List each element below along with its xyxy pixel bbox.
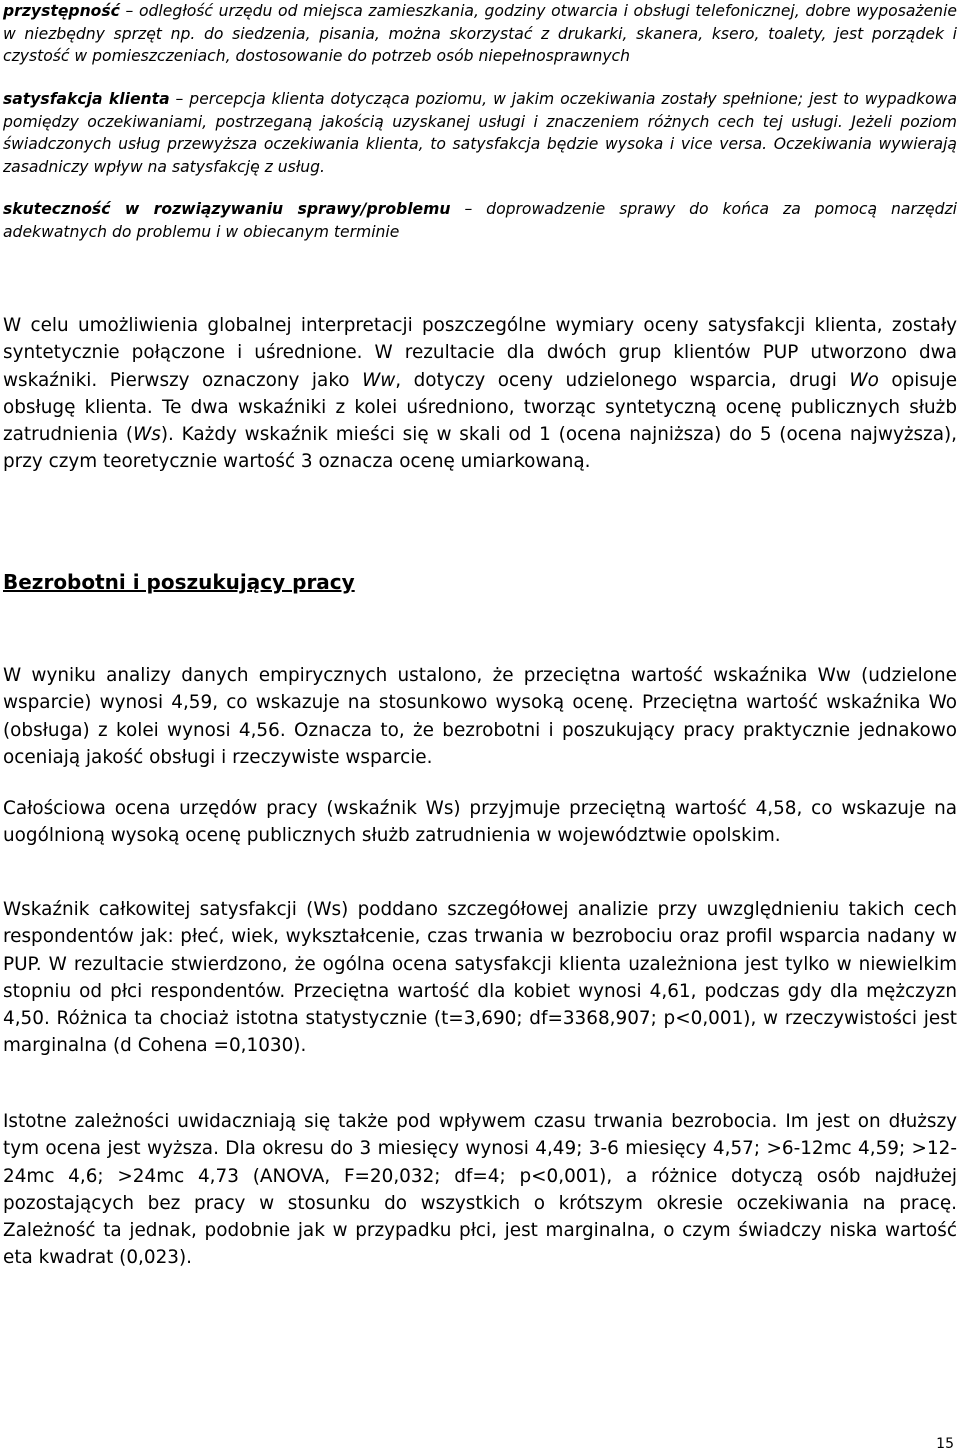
definition-przystepnosc [3, 0, 957, 68]
section-heading: Bezrobotni i poszukujący pracy [3, 570, 355, 594]
definition-text: – odległość urzędu od miejsca zamieszkania, godziny otwarcia i obsługi telefonicznej, dobre wyposażenie w niezbędny sprzęt np. do siedzenia, pisania, można skorzystać z drukarki, skanera, ksero, toalety, jest porządek i czystość w pomieszczeniach, dostosowanie do potrzeb osób niepełnosprawnych [3, 2, 957, 66]
text-run: ). Każdy wskaźnik mieści się w skali od 1 (ocena najniższa) do 5 (ocena najwyższa), przy czym teoretycznie wartość 3 oznacza ocenę umiarkowaną. [3, 424, 958, 473]
definition-term: satysfakcja klienta [3, 90, 170, 108]
page-number: 15 [936, 1436, 954, 1452]
paragraph-indicators [3, 312, 957, 476]
indicator-wo: Wo [849, 369, 879, 391]
text-run: W celu umożliwienia globalnej interpretacji poszczególne wymiary oceny satysfakcji klienta, zostały syntetycznie połączone i uśrednione. W rezultacie dla dwóch grup klientów PUP utworzono dwa wskaźniki. Pierwszy oznaczony jako [3, 315, 957, 391]
text-run: , dotyczy oceny udzielonego wsparcia, drugi [395, 369, 850, 391]
paragraph-gender: Wskaźnik całkowitej satysfakcji (Ws) poddano szczegółowej analizie przy uwzględnieniu takich cech respondentów jak: płeć, wiek, wykształcenie, czas trwania w bezrobociu oraz profil wsparcia nadany w PUP. W rezultacie stwierdzono, że ogólna ocena satysfakcji klienta uzależniona jest tylko w niewielkim stopniu od płci respondentów. Przeciętna wartość dla kobiet wynosi 4,61, podczas gdy dla mężczyzn 4,50. Różnica ta chociaż istotna statystycznie (t=3,690; df=3368,907; p<0,001), w rzeczywistości jest marginalna (d Cohena =0,1030). [3, 899, 957, 1057]
definition-text: – doprowadzenie sprawy do końca za pomocą narzędzi adekwatnych do problemu i w obiecanym terminie [3, 200, 958, 241]
definition-satysfakcja [3, 88, 957, 178]
text-run: opisuje obsługę klienta. Te dwa wskaźniki z kolei uśredniono, tworząc syntetyczną ocenę publicznych służb zatrudnienia ( [3, 369, 958, 446]
definition-term: skuteczność w rozwiązywaniu sprawy/problemu [3, 200, 451, 218]
paragraph-duration: Istotne zależności uwidaczniają się także pod wpływem czasu trwania bezrobocia. Im jest on dłuższy tym ocena jest wyższa. Dla okresu do 3 miesięcy wynosi 4,49; 3-6 miesięcy 4,57; >6-12mc 4,59; >12-24mc 4,6; >24mc 4,73 (ANOVA, F=20,032; df=4; p<0,001), a różnice dotyczą osób najdłużej pozostających bez pracy w stosunku do wszystkich o krótszym okresie oczekiwania na pracę. Zależność ta jednak, podobnie jak w przypadku płci, jest marginalna, o czym świadczy niska wartość eta kwadrat (0,023). [3, 1111, 957, 1269]
definition-skutecznosc [3, 198, 957, 243]
indicator-ww: Ww [362, 369, 396, 391]
indicator-ws: Ws [133, 424, 161, 446]
paragraph-overall: Całościowa ocena urzędów pracy (wskaźnik Ws) przyjmuje przeciętną wartość 4,58, co wskazuje na uogólnioną wysoką ocenę publicznych służb zatrudnienia w województwie opolskim. [3, 798, 957, 847]
definition-term: przystępność [3, 2, 120, 20]
definition-text: – percepcja klienta dotycząca poziomu, w jakim oczekiwania zostały spełnione; jest to wypadkowa pomiędzy oczekiwaniami, postrzeganą jakością uzyskanej usługi i znaczeniem różnych cech tej usługi. Jeżeli poziom świadczonych usług przewyższa oczekiwania klienta, to satysfakcja będzie wysoka i vice versa. Oczekiwania wywierają zasadniczy wpływ na satysfakcję z usług. [3, 90, 957, 176]
document-page [3, 0, 957, 1455]
paragraph-analysis: W wyniku analizy danych empirycznych ustalono, że przeciętna wartość wskaźnika Ww (udzielone wsparcie) wynosi 4,59, co wskazuje na stosunkowo wysoką ocenę. Przeciętna wartość wskaźnika Wo (obsługa) z kolei wynosi 4,56. Oznacza to, że bezrobotni i poszukujący pracy praktycznie jednakowo oceniają jakość obsługi i rzeczywiste wsparcie. [3, 665, 957, 768]
